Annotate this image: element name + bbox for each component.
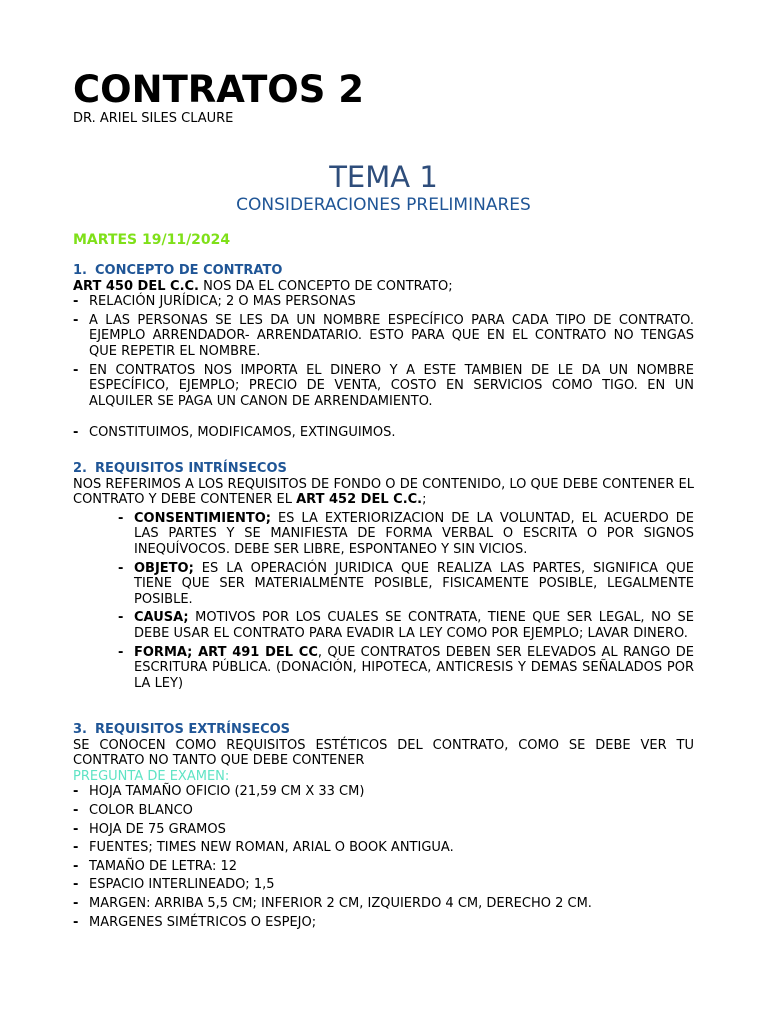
list-item-text — [134, 645, 694, 692]
term-description: ES LA EXTERIORIZACION DE LA VOLUNTAD, EL ACUERDO DE LAS PARTES Y SE MANIFIESTA DE FORMA VERBAL O ESCRITA O POR SIGNOS INEQUÍVOCOS. DEBE SER LIBRE, ESPONTANEO Y SIN VICIOS. — [134, 510, 694, 557]
bullet-dash: - — [73, 802, 79, 818]
bullet-dash: - — [118, 560, 124, 576]
list-item — [73, 363, 694, 410]
list-item — [73, 896, 694, 912]
article-reference: ART 452 DEL C.C. — [296, 492, 423, 508]
article-reference: ART 450 DEL C.C. — [73, 278, 199, 294]
term-label: OBJETO; — [134, 560, 194, 576]
bullet-dash: - — [118, 610, 124, 626]
section-title: CONCEPTO DE CONTRATO — [95, 263, 283, 278]
bullet-dash: - — [73, 914, 79, 930]
section-number: 1. — [73, 263, 87, 278]
section-intro — [73, 279, 694, 295]
list-item — [73, 877, 694, 893]
bullet-dash: - — [118, 510, 124, 526]
bullet-dash: - — [73, 362, 79, 378]
bullet-dash: - — [73, 784, 79, 800]
section-title: REQUISITOS INTRÍNSECOS — [95, 461, 287, 476]
section-intro — [73, 477, 694, 508]
section-number: 3. — [73, 722, 87, 737]
list-item — [73, 803, 694, 819]
list-item — [73, 859, 694, 875]
bullet-dash: - — [73, 312, 79, 328]
list-item — [73, 840, 694, 856]
bullet-dash: - — [73, 858, 79, 874]
class-date: MARTES 19/11/2024 — [73, 232, 231, 248]
list-item-text: MARGEN: ARRIBA 5,5 CM; INFERIOR 2 CM, IZQUIERDO 4 CM, DERECHO 2 CM. — [89, 895, 592, 911]
section-heading — [73, 263, 694, 279]
term-label: CAUSA; — [134, 610, 189, 626]
section-title: REQUISITOS EXTRÍNSECOS — [95, 722, 291, 737]
spacer — [73, 409, 694, 425]
section-heading — [73, 722, 694, 738]
intro-text: NOS REFERIMOS A LOS REQUISITOS DE FONDO O DE CONTENIDO, LO QUE DEBE CONTENER EL CONTRATO Y DEBE CONTENER EL — [73, 476, 694, 508]
term-label: CONSENTIMIENTO; — [134, 510, 271, 526]
list-item-text: A LAS PERSONAS SE LES DA UN NOMBRE ESPECÍFICO PARA CADA TIPO DE CONTRATO. EJEMPLO ARRENDADOR- ARRENDATARIO. ESTO PARA QUE EN EL CONTRATO NO TENGAS QUE REPETIR EL NOMBRE. — [89, 312, 694, 359]
bullet-dash: - — [73, 840, 79, 856]
term-description: ES LA OPERACIÓN JURIDICA QUE REALIZA LAS PARTES, SIGNIFICA QUE TIENE QUE SER MATERIALMENTE POSIBLE, FISICAMENTE POSIBLE, LEGALMENTE POSIBLE. — [134, 560, 694, 607]
list-item-text — [134, 511, 694, 558]
list-item — [73, 784, 694, 800]
list-item-text: CONSTITUIMOS, MODIFICAMOS, EXTINGUIMOS. — [89, 425, 396, 441]
list-item-text — [134, 561, 694, 608]
author-name: DR. ARIEL SILES CLAURE — [73, 111, 234, 126]
list-item — [73, 822, 694, 838]
list-item — [73, 645, 694, 692]
list-item — [73, 425, 694, 441]
list-item — [73, 511, 694, 558]
intro-text: NOS DA EL CONCEPTO DE CONTRATO; — [198, 278, 453, 294]
intro-text: ; — [422, 492, 427, 508]
topic-heading: TEMA 1 — [329, 160, 438, 194]
bullet-dash: - — [73, 425, 79, 441]
list-item-text: COLOR BLANCO — [89, 802, 193, 818]
bullet-dash: - — [118, 644, 124, 660]
topic-subtitle: CONSIDERACIONES PRELIMINARES — [236, 195, 531, 215]
list-item — [73, 313, 694, 360]
list-item — [73, 610, 694, 641]
list-item — [73, 561, 694, 608]
bullet-dash: - — [73, 821, 79, 837]
section-extrinsecos — [73, 722, 694, 930]
bullet-dash: - — [73, 294, 79, 310]
document-title: CONTRATOS 2 — [73, 68, 365, 111]
list-item-text: TAMAÑO DE LETRA: 12 — [89, 858, 238, 874]
term-description: MOTIVOS POR LOS CUALES SE CONTRATA, TIENE QUE SER LEGAL, NO SE DEBE USAR EL CONTRATO PARA EVADIR LA LEY COMO POR EJEMPLO; LAVAR DINERO. — [134, 610, 694, 641]
list-item-text: ESPACIO INTERLINEADO; 1,5 — [89, 877, 275, 893]
section-concepto — [73, 263, 694, 441]
section-heading — [73, 461, 694, 477]
term-description: , QUE CONTRATOS DEBEN SER ELEVADOS AL RANGO DE ESCRITURA PÚBLICA. (DONACIÓN, HIPOTECA, ANTICRESIS Y DEMAS SEÑALADOS POR LA LEY) — [134, 644, 694, 691]
bullet-dash: - — [73, 877, 79, 893]
list-item-text: RELACIÓN JURÍDICA; 2 O MAS PERSONAS — [89, 294, 356, 310]
list-item-text: FUENTES; TIMES NEW ROMAN, ARIAL O BOOK ANTIGUA. — [89, 840, 454, 856]
section-intro: SE CONOCEN COMO REQUISITOS ESTÉTICOS DEL CONTRATO, COMO SE DEBE VER TU CONTRATO NO TANTO QUE DEBE CONTENER — [73, 737, 694, 769]
exam-hint: PREGUNTA DE EXAMEN: — [73, 768, 230, 784]
list-item-text: EN CONTRATOS NOS IMPORTA EL DINERO Y A ESTE TAMBIEN DE LE DA UN NOMBRE ESPECÍFICO, EJEMPLO; PRECIO DE VENTA, COSTO EN SERVICIOS COMO TIGO. EN UN ALQUILER SE PAGA UN CANON DE ARRENDAMIENTO. — [89, 362, 694, 409]
list-item-text: MARGENES SIMÉTRICOS O ESPEJO; — [89, 914, 317, 930]
term-label: FORMA; ART 491 DEL CC — [134, 644, 318, 660]
bullet-dash: - — [73, 895, 79, 911]
list-item-text: HOJA DE 75 GRAMOS — [89, 821, 226, 837]
list-item — [73, 915, 694, 931]
list-item-text — [134, 610, 694, 641]
section-number: 2. — [73, 461, 87, 476]
list-item-text: HOJA TAMAÑO OFICIO (21,59 CM X 33 CM) — [89, 784, 365, 800]
list-item — [73, 294, 694, 310]
section-intrinsecos — [73, 461, 694, 691]
